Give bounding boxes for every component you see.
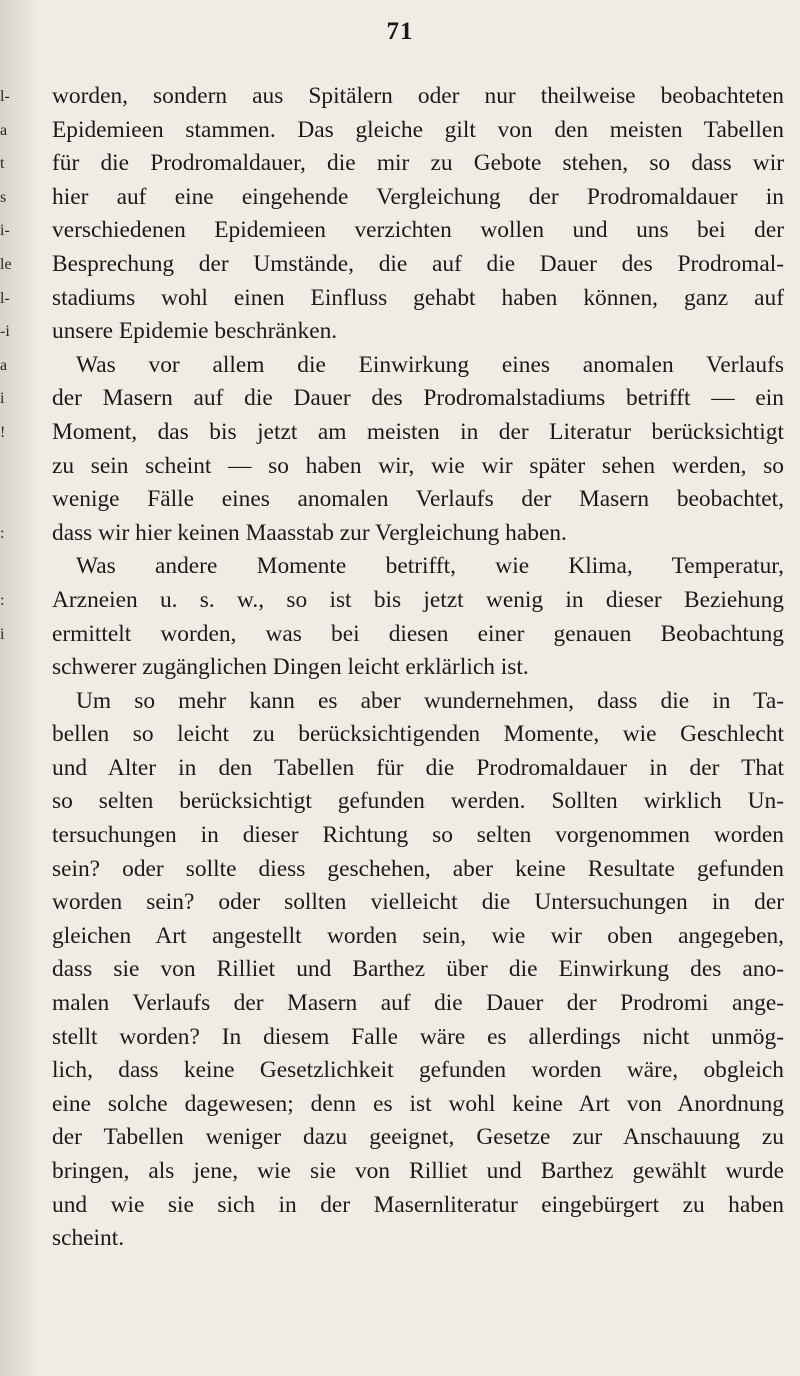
gutter-mark: le: [0, 255, 12, 273]
gutter-mark: a: [0, 356, 8, 374]
text-line: Epidemieen stammen. Das gleiche gilt von den meisten Tabellen: [52, 116, 784, 143]
text-line: stadiums wohl einen Einfluss gehabt haben können, ganz auf: [52, 284, 784, 311]
gutter-mark: [0, 550, 14, 584]
gutter-mark: i-: [0, 222, 10, 240]
text-line: scheint.: [52, 1225, 125, 1252]
text-line: der Masern auf die Dauer des Prodromalstadiums betrifft — ein: [52, 385, 784, 412]
page-number: 71: [386, 18, 414, 45]
text-line: und wie sie sich in der Masernliteratur eingebürgert zu haben: [52, 1191, 784, 1218]
gutter-mark: -i: [0, 323, 10, 341]
gutter-mark: a: [0, 121, 8, 139]
text-line: eine solche dagewesen; denn es ist wohl keine Art von Anordnung: [52, 1090, 784, 1117]
gutter-mark: l-: [0, 88, 10, 105]
text-line: worden, sondern aus Spitälern oder nur theilweise beobachteten: [52, 83, 784, 109]
gutter-mark: [0, 718, 14, 752]
gutter-mark: :: [0, 591, 5, 609]
text-line: Besprechung der Umstände, die auf die Dauer des Prodromal-: [52, 250, 784, 277]
gutter-mark: l-: [0, 289, 10, 307]
text-line: bellen so leicht zu berücksichtigenden Momente, wie Geschlecht: [52, 721, 784, 748]
text-line: zu sein scheint — so haben wir, wie wir später sehen werden, so: [52, 452, 784, 479]
gutter-mark: [0, 450, 14, 484]
text-line: unsere Epidemie beschränken.: [52, 318, 338, 345]
gutter-mark: t: [0, 155, 5, 173]
text-line: bringen, als jene, wie sie von Rilliet und Barthez gewählt wurde: [52, 1158, 784, 1184]
text-line: lich, dass keine Gesetzlichkeit gefunden worden wäre, obgleich: [52, 1057, 784, 1084]
text-line: dass wir hier keinen Maasstab zur Vergleichung haben.: [52, 519, 567, 546]
text-line: Um so mehr kann es aber wundernehmen, dass die in Ta-: [76, 687, 784, 714]
gutter-mark: i: [0, 625, 5, 643]
gutter-mark: :: [0, 524, 5, 542]
text-line: so selten berücksichtigt gefunden werden. Sollten wirklich Un-: [52, 788, 784, 815]
text-line: hier auf eine eingehende Vergleichung der Prodromaldauer in: [52, 183, 784, 210]
text-line: Was vor allem die Einwirkung eines anomalen Verlaufs: [76, 351, 784, 378]
text-line: wenige Fälle eines anomalen Verlaufs der Masern beobachtet,: [52, 486, 784, 513]
text-line: stellt worden? In diesem Falle wäre es allerdings nicht unmög-: [52, 1023, 784, 1050]
gutter-mark: [0, 483, 14, 517]
body-text: [52, 80, 784, 1256]
text-line: Was andere Momente betrifft, wie Klima, Temperatur,: [76, 553, 784, 580]
text-line: verschiedenen Epidemieen verzichten wollen und uns bei der: [52, 217, 784, 244]
gutter-mark: !: [0, 423, 6, 441]
text-line: schwerer zugänglichen Dingen leicht erklärlich ist.: [52, 654, 529, 681]
text-line: Arzneien u. s. w., so ist bis jetzt wenig in dieser Beziehung: [52, 586, 784, 613]
gutter-mark: i: [0, 390, 5, 408]
gutter-mark: [0, 651, 14, 685]
text-line: Moment, das bis jetzt am meisten in der Literatur berücksichtigt: [52, 418, 784, 445]
text-line: malen Verlaufs der Masern auf die Dauer der Prodromi ange-: [52, 990, 784, 1017]
text-line: worden sein? oder sollten vielleicht die Untersuchungen in der: [52, 889, 784, 916]
gutter-mark: s: [0, 188, 7, 206]
text-line: sein? oder sollte diess geschehen, aber keine Resultate gefunden: [52, 855, 784, 882]
text-line: ermittelt worden, was bei diesen einer genauen Beobachtung: [52, 620, 784, 647]
text-line: dass sie von Rilliet und Barthez über die Einwirkung des ano-: [52, 956, 784, 983]
gutter-mark: [0, 685, 14, 719]
text-line: und Alter in den Tabellen für die Prodromaldauer in der That: [52, 754, 784, 781]
gutter-marks: [0, 80, 14, 752]
text-line: der Tabellen weniger dazu geeignet, Gesetze zur Anschauung zu: [52, 1124, 784, 1151]
text-line: tersuchungen in dieser Richtung so selten vorgenommen worden: [52, 822, 784, 849]
text-line: für die Prodromaldauer, die mir zu Gebote stehen, so dass wir: [52, 150, 784, 177]
text-line: gleichen Art angestellt worden sein, wie wir oben angegeben,: [52, 922, 784, 949]
